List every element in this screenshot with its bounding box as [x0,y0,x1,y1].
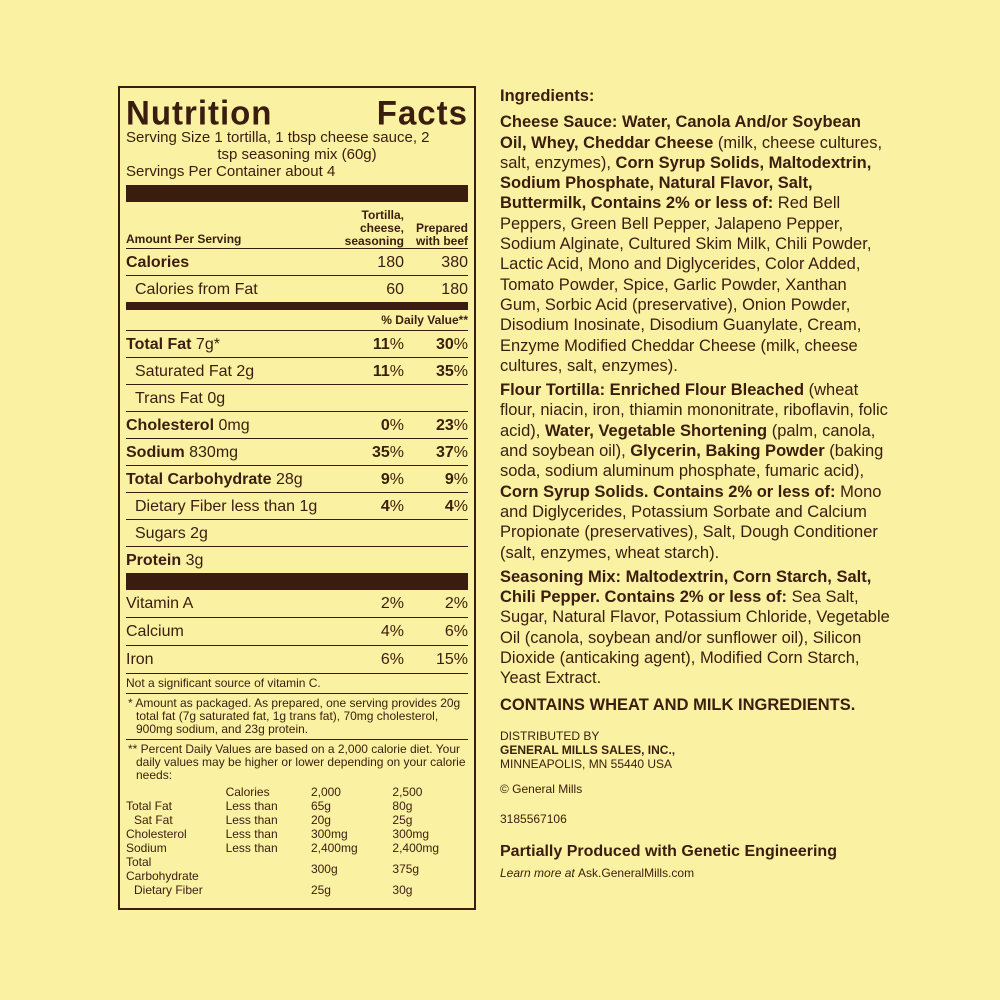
product-code: 3185567106 [500,812,567,827]
dv-table-cell: 2,400mg [392,841,440,855]
dv-table-row [126,813,468,827]
dv-value: 9 [444,470,454,488]
cal-fat-label: Calories from Fat [135,280,258,298]
nutrient-amount: 3g [181,551,204,569]
nutrient-label [126,471,322,488]
nutrient-label [126,525,322,542]
vitamin-label: Calcium [126,623,184,640]
dv-table-head-cell: 2,000 [310,785,341,799]
dv-table-cell: Cholesterol [126,827,187,841]
nutrient-row [126,411,468,438]
ingredient-bold: Water, Vegetable Shortening [544,421,768,440]
nutrient-amount: Trans Fat 0g [135,389,226,407]
serving-size-line2: tsp seasoning mix (60g) [217,146,377,163]
dv-table-cell: Sat Fat [134,813,173,827]
cal-fat-v1: 60 [386,280,404,298]
nutrient-row [126,492,468,519]
nutrient-row [126,330,468,357]
dv-table-cell: Less than [225,841,278,855]
nutrient-amount: 28g [271,470,303,488]
dv-prepared [404,498,468,515]
nutrient-row [126,519,468,546]
dv-value: 35 [435,362,454,380]
nutrient-row [126,465,468,492]
dv-table-cell: 30g [392,883,413,897]
dv-pct: % [453,470,468,488]
nutrient-label [126,552,322,569]
dv-pct: % [453,497,468,515]
dv-header-text: % Daily Value** [381,312,468,327]
daily-value-table [126,785,468,897]
dv-table-row [126,827,468,841]
vitamin-v1: 6% [380,651,404,668]
ingredient-bold: Cheese Sauce: Water, Canola And/or Soybean Oil, Whey, Cheddar Cheese [500,113,861,152]
nutrient-row [126,438,468,465]
distributor-block [500,729,890,771]
nutrient-name: Protein [126,551,182,569]
dv-table-head [126,785,468,799]
dv-pct: % [389,443,404,461]
dv-table-head-cell [126,785,226,799]
amount-per-serving: Amount Per Serving [126,232,242,246]
distributor-name: GENERAL MILLS SALES, INC., [500,742,676,757]
calories-v2: 380 [441,253,468,271]
vitamin-label: Vitamin A [126,595,194,612]
daily-value-header [126,310,468,330]
dv-table-row [126,883,468,897]
nutrient-rows [126,330,468,573]
dv-pct: % [389,470,404,488]
vitamin-v1: 4% [380,623,404,640]
cal-fat-v2: 180 [441,280,468,298]
dv-pct: % [389,362,404,380]
thick-divider [126,185,468,202]
dv-table-cell: Sodium [126,841,167,855]
dv-table-row [126,855,468,883]
ge-statement: Partially Produced with Genetic Engineering [500,842,837,860]
nutrient-amount: 830mg [184,443,239,461]
dv-table-cell: Dietary Fiber [134,883,203,897]
seasoning-mix-ingredients [500,567,890,689]
dv-value: 11 [372,362,390,380]
dv-prepared [404,471,468,488]
nutrient-label [126,498,322,515]
col1-header: Tortilla, cheese, seasoning [344,208,404,248]
distributed-by: DISTRIBUTED BY [500,728,600,743]
dv-table-cell: 300mg [310,827,348,841]
ingredient-text: (wheat flour, niacin, iron, thiamin mononitrate, riboflavin, folic acid), [500,381,888,440]
dv-table-row [126,799,468,813]
dv-prepared [404,417,468,434]
ingredient-text: (palm, canola, and soybean oil), [500,421,876,461]
calories-v1: 180 [377,253,404,271]
allergen-statement: CONTAINS WHEAT AND MILK INGREDIENTS. [500,695,856,714]
dv-value: 4 [380,497,390,515]
ingredient-bold: Corn Syrup Solids. Contains 2% or less of: [500,482,836,501]
learn-prefix: Learn more at [500,865,579,880]
cheese-sauce-ingredients [500,112,890,376]
nutrition-facts-title [126,93,468,132]
dv-packaged [322,471,404,488]
calories-label: Calories [126,253,190,271]
dv-prepared [404,444,468,461]
vitamin-v2: 2% [444,595,468,612]
dv-value: 37 [435,443,454,461]
ingredient-bold: Glycerin, Baking Powder [630,442,825,461]
ingredient-text: (baking soda, sodium aluminum phosphate, fumaric acid), [500,442,884,481]
dv-table-cell: 25g [392,813,413,827]
dv-table-cell: 300g [310,862,338,876]
dv-packaged [322,363,404,380]
nutrient-name: Total Carbohydrate [126,470,272,488]
dv-table-cell: Less than [225,799,278,813]
ingredient-bold: Seasoning Mix: Maltodextrin, Corn Starch, Salt, Chili Pepper. Contains 2% or less of: [500,567,872,607]
nutrition-facts-panel [118,86,476,910]
col2-header: Prepared with beef [415,221,468,248]
dv-table-cell: 300mg [392,827,430,841]
nutrient-name: Sodium [126,443,185,461]
vitamin-v2: 6% [444,623,468,640]
vitamin-c-note: Not a significant source of vitamin C. [126,676,321,690]
vitamin-row [126,617,468,645]
dv-packaged [322,444,404,461]
asterisk-note: * Amount as packaged. As prepared, one serving provides 20g total fat (7g saturated fat, 1g trans fat), 70mg cholesterol, 900mg sodium, and 23g protein. [128,696,461,736]
dv-pct: % [453,335,468,353]
servings-per-container: Servings Per Container about 4 [126,163,336,180]
nutrient-name: Cholesterol [126,416,215,434]
dv-table-cell: 375g [392,862,420,876]
dv-value: 9 [380,470,390,488]
dv-pct: % [389,335,404,353]
dv-pct: % [389,497,404,515]
ingredients-panel [500,86,890,884]
dv-table-row [126,841,468,855]
serving-size [126,129,468,163]
vitamin-v2: 15% [435,651,468,668]
title-right: Facts [376,93,468,132]
ingredient-text: Sea Salt, Sugar, Natural Flavor, Potassium Chloride, Vegetable Oil (canola, soybean and/or sunflower oil), Silicon Dioxide (anticaking agent), Modified Corn Starch, Yeast Extract. [500,588,890,688]
dv-table-cell: Less than [225,813,278,827]
vitamin-rows [126,590,468,673]
dv-prepared [404,363,468,380]
title-left: Nutrition [126,93,273,132]
learn-url[interactable]: Ask.GeneralMills.com [578,865,695,880]
nutrient-amount: Dietary Fiber less than 1g [135,497,318,515]
dv-table-cell: 2,400mg [310,841,358,855]
dv-value: 23 [435,416,454,434]
thick-divider-2 [126,573,468,590]
nutrient-label [126,417,322,434]
dv-pct: % [453,362,468,380]
dv-table-cell [226,855,311,883]
daily-value-note: ** Percent Daily Values are based on a 2,000 calorie diet. Your daily values may be higher or lower depending on your calorie needs: [128,742,466,782]
column-header [126,202,468,248]
nutrient-label [126,444,322,461]
nutrient-row [126,357,468,384]
nutrient-amount: 7g* [191,335,220,353]
dv-value: 11 [372,335,390,353]
calories-fat-row [126,275,468,302]
ingredient-text: (milk, cheese cultures, salt, enzymes), [500,133,883,172]
dv-packaged [322,336,404,353]
serving-size-line1: Serving Size 1 tortilla, 1 tbsp cheese sauce, 2 [126,129,430,146]
vitamin-row [126,590,468,617]
nutrient-label [126,390,322,407]
nutrient-label [126,336,322,353]
dv-table-head-cell: 2,500 [392,785,423,799]
dv-packaged [322,498,404,515]
ingredient-text: Red Bell Peppers, Green Bell Pepper, Jalapeno Pepper, Sodium Alginate, Cultured Skim Milk, Chili Powder, Lactic Acid, Mono and Diglycerides, Color Added, Tomato Powder, Spice, Garlic Powder, Xanthan Gum, Sorbic Acid (preservative), Onion Powder, Disodium Inosinate, Disodium Guanylate, Cream, Enzyme Modified Cheddar Cheese (milk, cheese cultures, salt, enzymes). [500,194,872,375]
dv-table-cell: Total Fat [126,799,173,813]
ingredient-text: Mono and Diglycerides, Potassium Sorbate and Calcium Propionate (preservatives), Salt, Dough Conditioner (salt, enzymes, wheat starch). [500,482,882,562]
dv-pct: % [453,443,468,461]
dv-table-cell: 65g [310,799,331,813]
ingredient-bold: Corn Syrup Solids, Maltodextrin, Sodium Phosphate, Natural Flavor, Salt, Buttermilk, Contains 2% or less of: [500,153,872,213]
copyright: © General Mills [500,781,583,796]
dv-table-cell: 80g [392,799,413,813]
dv-value: 30 [435,335,454,353]
dv-prepared [404,336,468,353]
nutrient-row [126,384,468,411]
dv-pct: % [389,416,404,434]
nutrient-amount: Saturated Fat 2g [135,362,255,380]
dv-table-cell: 20g [310,813,331,827]
dv-value: 0 [380,416,390,434]
dv-table-cell: 25g [310,883,331,897]
medium-divider [126,302,468,310]
dv-table-cell [226,883,311,897]
dv-table-head-cell: Calories [225,785,270,799]
flour-tortilla-ingredients [500,380,890,563]
dv-packaged [322,417,404,434]
ingredient-bold: Flour Tortilla: Enriched Flour Bleached [500,381,805,400]
vitamin-row [126,645,468,673]
nutrient-row [126,546,468,573]
dv-pct: % [453,416,468,434]
learn-more [500,866,890,880]
nutrient-amount: Sugars 2g [135,524,208,542]
calories-row [126,248,468,275]
dv-value: 4 [444,497,454,515]
dv-table-cell: Less than [225,827,278,841]
nutrient-name: Total Fat [126,335,192,353]
nutrient-amount: 0mg [214,416,250,434]
ingredients-heading: Ingredients: [500,87,595,105]
vitamin-label: Iron [126,651,154,668]
dv-value: 35 [371,443,390,461]
vitamin-v1: 2% [380,595,404,612]
dv-table-cell: Total Carbohydrate [126,855,199,883]
distributor-city: MINNEAPOLIS, MN 55440 USA [500,756,673,771]
nutrient-label [126,363,322,380]
